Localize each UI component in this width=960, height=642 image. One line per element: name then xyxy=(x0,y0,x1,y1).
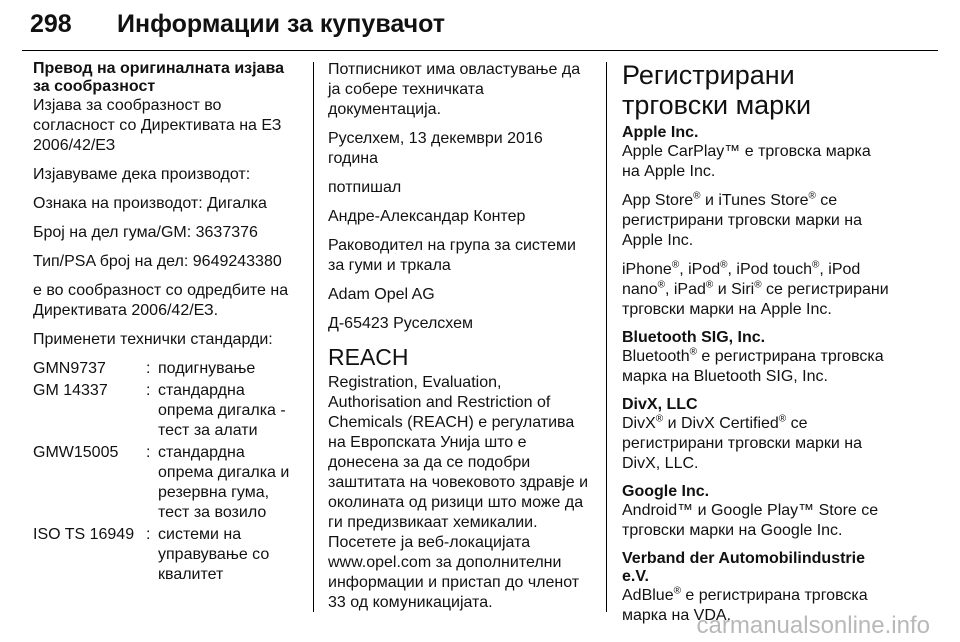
paragraph xyxy=(622,347,892,387)
page-number: 298 xyxy=(30,10,72,38)
text-run: , iPod nano xyxy=(622,261,861,298)
paragraph: Број на дел гума/GM: 3637376 xyxy=(33,224,258,241)
paragraph: Потписникот има овластување да ја собере техничката документација. xyxy=(328,61,581,118)
standard-code: ISO TS 16949 xyxy=(33,526,135,543)
registered-mark: ® xyxy=(671,259,680,271)
standard-desc: стандардна опрема дигалка - тест за алати xyxy=(158,382,286,439)
column-middle xyxy=(328,60,596,622)
column-divider xyxy=(606,62,607,612)
registered-mark: ® xyxy=(689,346,697,358)
standard-code: GM 14337 xyxy=(33,382,108,399)
separator: : xyxy=(146,444,151,461)
text-run: App Store xyxy=(622,192,694,209)
column-right xyxy=(622,60,892,635)
text-run: е регистрирана трговска марка на Bluetooth SIG, Inc. xyxy=(622,348,884,385)
trademarks-heading: Регистрирани трговски марки xyxy=(622,60,812,120)
text-run: и DivX Certified xyxy=(663,415,779,432)
paragraph: Д-65423 Руселсхем xyxy=(328,315,474,332)
column-left xyxy=(33,60,297,587)
page-header xyxy=(22,8,938,48)
page-title: Информации за купувачот xyxy=(117,10,446,38)
separator: : xyxy=(146,360,151,377)
company-name: DivX, LLC xyxy=(622,396,698,413)
paragraph: Тип/PSA број на дел: 9649243380 xyxy=(33,253,282,270)
text-run: Bluetooth xyxy=(622,348,690,365)
text-run: е регистрирана трговска марка на VDA. xyxy=(622,587,868,624)
text-run: AdBlue xyxy=(622,587,674,604)
company-name: Verband der Automobilindustrie e.V. xyxy=(622,550,865,585)
standards-table xyxy=(33,359,297,587)
text-run: и iTunes Store xyxy=(700,192,809,209)
standard-code: GMW15005 xyxy=(33,444,119,461)
registered-mark: ® xyxy=(693,190,701,202)
text-run: , iPod xyxy=(679,261,721,278)
reach-heading: REACH xyxy=(328,344,409,370)
registered-mark: ® xyxy=(720,259,728,271)
company-name: Google Inc. xyxy=(622,483,710,500)
section-heading: Превод на оригиналната изјава за сообразност xyxy=(33,60,284,95)
text-run: DivX xyxy=(622,415,656,432)
standard-desc: стандардна опрема дигалка и резервна гума, тест за возило xyxy=(158,444,290,521)
standard-desc: системи на управување со квалитет xyxy=(158,526,270,583)
text-run: се регистрирани трговски марки на Apple Inc. xyxy=(622,192,862,249)
registered-mark: ® xyxy=(812,259,820,271)
watermark: carmanualsonline.info xyxy=(696,612,930,639)
paragraph xyxy=(622,191,892,251)
registered-mark: ® xyxy=(657,279,665,291)
header-divider xyxy=(22,50,938,51)
paragraph xyxy=(622,414,892,474)
paragraph: е во сообразност со одредбите на Директивата 2006/42/ЕЗ. xyxy=(33,282,289,319)
registered-mark: ® xyxy=(655,413,664,425)
paragraph: Изјава за сообразност во согласност со Директивата на ЕЗ 2006/42/ЕЗ xyxy=(33,97,282,154)
registered-mark: ® xyxy=(673,585,681,597)
text-run: , iPad xyxy=(664,281,706,298)
reach-paragraph: Registration, Evaluation, Authorisation and Restriction of Chemicals (REACH) е регулатива на Европската Унија што е донесена за да се подобри заштитата на човековото здравје и околината од ризици што може да ги предизвикаат хемикалии. Посетете ја веб-локацијата www.opel.com за дополнителни информации и пристап до членот 33 од комуникацијата. xyxy=(328,374,589,611)
separator: : xyxy=(146,382,151,399)
paragraph: Андре-Александар Контер xyxy=(328,208,526,225)
company-name: Apple Inc. xyxy=(622,124,699,141)
registered-mark: ® xyxy=(808,190,816,202)
paragraph: Раководител на група за системи за гуми и тркала xyxy=(328,237,576,274)
paragraph xyxy=(622,260,892,320)
paragraph: Изјавуваме дека производот: xyxy=(33,166,251,183)
registered-mark: ® xyxy=(778,413,787,425)
standard-desc: подигнување xyxy=(158,360,256,377)
paragraph: Android™ и Google Play™ Store се трговски марки на Google Inc. xyxy=(622,502,879,539)
paragraph: потпишал xyxy=(328,179,402,196)
text-run: и Siri xyxy=(713,281,755,298)
registered-mark: ® xyxy=(705,279,714,291)
text-run: се регистрирани трговски марки на Apple Inc. xyxy=(622,281,889,318)
text-run: , iPod touch xyxy=(727,261,812,278)
paragraph: Adam Opel AG xyxy=(328,286,435,303)
paragraph: Ознака на производот: Дигалка xyxy=(33,195,267,212)
text-run: се регистрирани трговски марки на DivX, LLC. xyxy=(622,415,862,472)
paragraph: Применети технички стандарди: xyxy=(33,331,273,348)
separator: : xyxy=(146,526,151,543)
standard-code: GMN9737 xyxy=(33,360,106,377)
registered-mark: ® xyxy=(754,279,762,291)
paragraph: Apple CarPlay™ е трговска марка на Apple Inc. xyxy=(622,143,871,180)
company-name: Bluetooth SIG, Inc. xyxy=(622,329,766,346)
paragraph: Руселхем, 13 декември 2016 година xyxy=(328,130,543,167)
column-divider xyxy=(313,62,314,612)
text-run: iPhone xyxy=(622,261,672,278)
